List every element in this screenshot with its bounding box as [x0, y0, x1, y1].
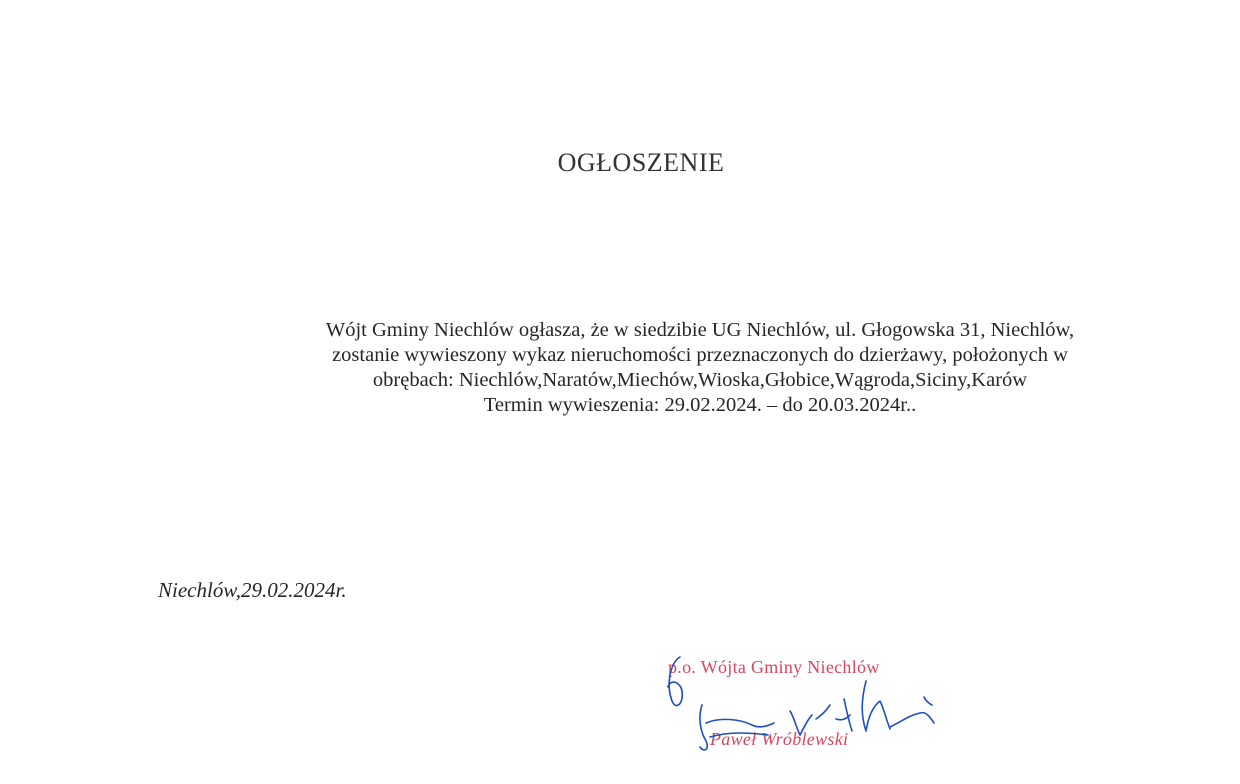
body-line: zostanie wywieszony wykaz nieruchomości przeznaczonych do dzierżawy, położonych w: [332, 344, 1068, 366]
stamp-title: p.o. Wójta Gminy Niechlów: [668, 657, 880, 677]
announcement-body: [150, 318, 1240, 418]
stamp-name: Paweł Wróblewski: [710, 729, 849, 749]
handwritten-signature: [640, 645, 960, 775]
body-line: Termin wywieszenia: 29.02.2024. – do 20.03.2024r..: [483, 394, 917, 416]
body-line: obrębach: Niechlów,Naratów,Miechów,Wioska,Głobice,Wągroda,Siciny,Karów: [372, 369, 1028, 391]
document-title: OGŁOSZENIE: [557, 148, 725, 177]
place-and-date: Niechlów,29.02.2024r.: [158, 578, 347, 602]
body-line: Wójt Gminy Niechlów ogłasza, że w siedzibie UG Niechlów, ul. Głogowska 31, Niechlów,: [325, 319, 1075, 341]
official-stamp: [640, 645, 960, 775]
